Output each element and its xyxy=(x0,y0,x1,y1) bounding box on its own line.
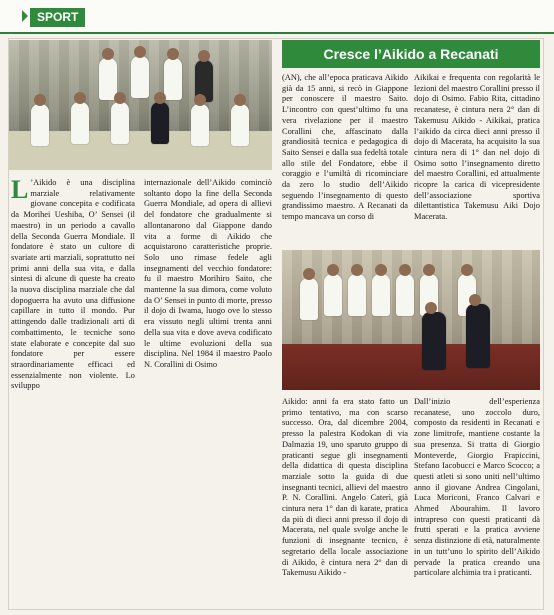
seated-student xyxy=(396,274,414,316)
group-photo xyxy=(9,40,272,170)
drop-cap: L xyxy=(11,178,29,204)
article-column-3-bottom xyxy=(282,397,408,605)
standing-person xyxy=(164,58,182,100)
article-column-3-top xyxy=(282,73,408,243)
seated-student xyxy=(372,274,390,316)
training-photo xyxy=(282,250,540,390)
kneeling-person xyxy=(111,102,129,144)
article-text: internazionale dell’Aikido cominciò soltanto dopo la fine della Seconda Guerra Mondiale, ad opera di allievi del fondatore che gradualmente si allontanarono dal Giappone dando vita a forme di Aikido che acquistarono caratteristiche proprie. Solo uno rimase fedele agli insegnamenti del vecchio fondatore: fu il maestro Morihiro Saito, che mantenne la sua dimora, come voluto da O’ Sensei in punto di morte, presso il dojo di Iwama, luogo ove lo stesso era vissuto negli ultimi trenta anni della sua vita e dove aveva codificato le ultime evoluzioni della sua disciplina. Nel 1984 il maestro Paolo N. Corallini di Osimo xyxy=(144,178,272,369)
instructor xyxy=(466,304,490,368)
article-text: Aikido: anni fa era stato fatto un primo tentativo, ma con scarso successo. Ora, dal dicembre 2004, presso la palestra Kodokan di via Dalmazia 19, uno sparuto gruppo di praticanti segue gli insegnamenti della didattica di questa disciplina marziale sotto la guida di due insegnanti tecnici, allievi del maestro P. N. Corallini. Angelo Caterì, già cintura nera 1° dan di karate, pratica da più di dieci anni presso il dojo di Macerata, nel quale svolge anche le funzioni di insegnante tecnico, è segretario della locale associazione di Aikido, è cintura nera 2° dan di Takemusu Aikido - xyxy=(282,397,408,578)
kneeling-person xyxy=(31,104,49,146)
article-column-4-bottom xyxy=(414,397,540,605)
seated-student xyxy=(300,278,318,320)
seated-student xyxy=(348,274,366,316)
section-label: SPORT xyxy=(30,8,85,27)
standing-person xyxy=(131,56,149,98)
article-column-2 xyxy=(144,178,272,598)
red-mat xyxy=(282,344,540,390)
article-text: Dall’inizio dell’esperienza recanatese, uno zoccolo duro, composto da residenti in Recanati e zone limitrofe, mantiene costante la sua presenza. Si tratta di Giorgio Monteverde, Giorgio Frapiccini, Stefano Iacobucci e Marco Scocco; a questi atleti si sono uniti nell’ultimo anno il giovane Andrea Cingolani, Luca Moriconi, Franco Calvari e Ahmed Abourahim. Il lavoro intrapreso con questi praticanti dà frutti sperati e la pratica avviene senza distinzione di età, naturalmente in un tutt’uno lo spirito dell’Aikido pervade la pratica creando una particolare alchimia tra i praticanti. xyxy=(414,397,540,578)
article-text: ’Aikido è una disciplina marziale relativamente giovane concepita e codificata da Morihei Ueshiba, O’ Sensei (il maestro) in un periodo a cavallo della Seconda Guerra Mondiale. Il fondatore è stato un cultore di svariate arti marziali, soprattutto nei primi anni della sua vita, e dalla sintesi di alcune di queste ha creato la nuova disciplina marziale che dal dopoguerra ha avuto una diffusione capillare in tutto il mondo. Pur attingendo dalle tradizionali arti di combattimento, le tecniche sono state elaborate e concepite dal suo fondatore per essere straordinariamente efficaci ed essenzialmente non violente. Lo sviluppo xyxy=(11,178,135,391)
kneeling-person xyxy=(71,102,89,144)
article-text: Aikikai e frequenta con regolarità le lezioni del maestro Corallini presso il dojo di Osimo. Fabio Rita, cittadino recanatese, è cintura nera 2° dan di Takemusu Aikido - Aikikai, pratica l’aikido da circa dieci anni presso il dojo di Macerata, ha acquisito la sua cintura nera di 1° dan nel dojo di Osimo sotto l’insegnamento diretto del maestro Corallini, ed attualmente ricopre la carica di vicepresidente dell’associazione sportiva dilettantistica Takemusu Aiki Dojo Macerata. xyxy=(414,73,540,222)
seated-student xyxy=(324,274,342,316)
article-column-1 xyxy=(11,178,135,598)
kneeling-person xyxy=(151,102,169,144)
training-partner xyxy=(422,312,446,370)
kneeling-person xyxy=(231,104,249,146)
kneeling-person xyxy=(191,104,209,146)
article-headline: Cresce l’Aikido a Recanati xyxy=(282,40,540,68)
article-text: (AN), che all’epoca praticava Aikido già da 15 anni, si recò in Giappone per conoscere il maestro Saito. L’incontro con quest’ultimo fu una vera rivelazione per il maestro Corallini che, affascinato dalla grandiosità tecnica e pedagogica di Saito Sensei e dalla sua fedeltà totale allo stile del Fondatore, ebbe il coraggio e l’umiltà di ricominciare da zero lo studio dell’Aikido seguendo l’insegnamento di questo grandissimo maestro. A Recanati da tempo mancava un corso di xyxy=(282,73,408,222)
article-column-4-top xyxy=(414,73,540,243)
